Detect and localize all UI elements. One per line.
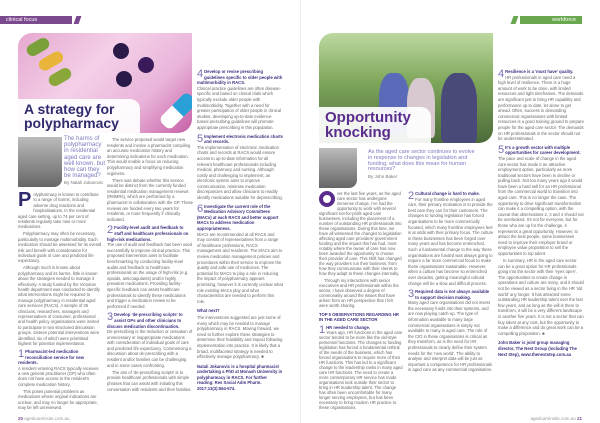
section-tab: clinical focus xyxy=(0,16,72,24)
article-title: Opportunity knocking xyxy=(325,109,411,141)
item-heading xyxy=(18,349,102,365)
item-number: 2 xyxy=(107,224,114,237)
paragraph: In summary, HR in the aged care sector can be a great option for HR professionals going into the sector with their 'eyes open'. The opportunities to create change in operations and culture are many, and it should not be viewed as a sector living in the HR 'old world' any longer. It has attracted some outstanding HR leadership talent over the last few years, and as long as the will is there to transform, it will be a very different landscape in another five years. It is not a sector that can buy talent at any cost, but the opportunity to make a difference and do great work can be a compelling proposition. ■ xyxy=(498,258,584,336)
paragraph: Many aged care organisations did not invest the necessary funds into their systems, and are now playing catch-up. The type of information available to many large commercial organisations is simply not available to many in aged care. The role of the CIO in these organisations is critical as they transform, as is the need for HR professionals to clearly define their system needs for the 'new world'. The ability to analyse and interpret data will be just as important a competence for HR professionals in aged care as any commercial organisation. xyxy=(408,300,493,373)
item-heading xyxy=(408,289,494,300)
item-heading xyxy=(197,204,283,232)
item-number: 2 xyxy=(408,190,415,202)
site-url[interactable]: agedcareinsite.com.au xyxy=(24,416,70,421)
paragraph: A resident entering RACS typically receives a new general practitioner (GP) who often does not have access to the resident's complete medication history. xyxy=(18,365,99,387)
standfirst xyxy=(368,150,478,180)
paragraph: For many frontline employees in aged care, their primary motivation is to provide the best care they can for their customers. The changes to funding legislation has forced organisations to be more commercially focused, which many frontline employees feel is at odds with their primary focus. The culture in these businesses has been forged over many years and has become entrenched. Such a fundamental change to the way these organisations are funded was always going to require a far more commercial focus to make these organisations sustainable. However, when a culture has become so entrenched over decades, getting meaningful cultural change will be a slow and difficult process. xyxy=(408,196,494,286)
paragraph: There was debate whether this service would be distinct from the currently funded residential medication management reviews (RMMRs), which are performed by a pharmacist in collaboration with the GP. These reviews are funded every two years for residents, or more frequently if clinically indicated. xyxy=(107,177,193,222)
paragraph: The pace and scale of change in the aged care sector has made it an attractive employment option, particularly as more traditional sectors have been in decline or pulling back. Not too many years ago it would have been a hard sell for an HR professional from the commercial world to transition into aged care. This is no longer the case. The opportunity to drive significant transformation can make it a compelling option, with the caveat that observations 2, 3 and 4 should not be overlooked. It's not for everyone, but for those who are up for the challenge, it represents a great opportunity. However, to attract the best people, some businesses need to improve their employer brand or employee value proposition to sell the opportunities to top talent. xyxy=(498,155,584,256)
byline: By Natali Jokanovic xyxy=(64,180,104,186)
item-heading xyxy=(197,134,283,145)
column-1 xyxy=(18,189,102,413)
item-number: 3 xyxy=(408,288,415,301)
right-page xyxy=(300,0,600,423)
capsule-shape xyxy=(158,91,192,131)
author-bio: Natali Jokanovic is a hospital pharmacist undertaking a PhD at Monash University in polypharmacy in RACS. For further reading: Res Social Adm Pharm. 2017;13(3):564-574. xyxy=(197,363,283,392)
paragraph: Years ago, HR functions in the aged care sector tended to be more like the old-style personnel functions. The changes to funding legislation has forced a fundamental rethink of the needs of the business, which has forced organisations to require more of their HR functions. This has led to a significant change to the leadership ranks in many aged care HR functions. The need to create a more contemporary HR service has made organisations look outside their sector to bring in HR leadership talent. The change has often been uncomfortable for many longer serving employees, but has been necessary to bring modern HR practice to these organisations. xyxy=(319,329,403,410)
person-shape xyxy=(441,73,477,143)
column-3 xyxy=(197,66,283,413)
column-2 xyxy=(107,137,193,413)
hero-image-people xyxy=(319,33,493,143)
drop-cap: P xyxy=(18,189,32,211)
item-number: 5 xyxy=(197,132,204,145)
paragraph: The use of audit and feedback has been used successfully to improve clinical practice. This proposed intervention aims to facilitate benchmarking by conducting facility-level audits and feedback to healthcare professionals on the usage of high-risk (e.g. opioids, anticoagulants) and/or highly prevalent medications. Providing facility-specific feedback can assist healthcare professionals to identify these medications and trigger a medication review to be performed if needed. xyxy=(107,242,192,309)
item-heading xyxy=(107,225,193,242)
item-heading-text: Cultural change is hard to make. xyxy=(415,191,480,196)
section-tab: workforce xyxy=(520,16,582,24)
item-heading-text: Resilience is a 'must have' quality. xyxy=(505,69,574,74)
item-heading-text: Pharmacist-led medication reconciliation service for new residents. xyxy=(18,349,85,366)
pill-shape xyxy=(116,71,132,87)
pill-shape xyxy=(113,43,129,59)
item-heading xyxy=(197,69,283,86)
paragraph: De-prescribing is the reduction or cessation of unnecessary or inappropriate medications with consideration of individual goals of care and predicted life expectancy. Commencing a discussion about de-prescribing with a resident and/or families can be challenging and in some cases confronting. xyxy=(107,329,193,368)
column-1 xyxy=(319,191,403,413)
site-url[interactable]: agedcareinsite.com.au xyxy=(530,416,576,421)
paragraph xyxy=(319,191,403,276)
hero-image-pills xyxy=(18,33,192,133)
paragraph: Clinical practice guidelines are often disease-specific and based on clinical trials which typically exclude older people with multimorbidity. Together with a need for greater participation of older people in clinical studies, developing up-to-date evidence-based prescribing guidelines will promote appropriate prescribing in this population. xyxy=(197,85,282,130)
title-box xyxy=(319,107,431,143)
item-heading-text: Develop 'de-prescribing scripts' to assist GPs and other clinicians to discuss medication discontinuation. xyxy=(107,312,183,329)
page-number: 20 xyxy=(18,416,24,421)
author-photo xyxy=(18,137,62,187)
standfirst-text: The harms of polypharmacy in residential aged care are well known, but how can they be managed? xyxy=(64,136,106,180)
paragraph: This poses potential problems as medications whose original indications are unclear, and may no longer be appropriate, may be left unreviewed. xyxy=(18,388,98,410)
item-heading-text: HR needed to change. xyxy=(326,324,371,330)
subheading: What next? xyxy=(197,308,220,314)
paragraph-text: ver the last five years, as the aged care sector has undergone immense change, I've had the opportunity to work with several significant not-for-profit aged care businesses, including the placement of a number of outstanding HR professionals into these organisations. During this time, we have all witnessed the changes to legislation affecting aged care providers' government funding and the impact this has had, most notably where the owner of care has now been awarded the opportunity to choose their provider of care. This shift has changed the way providers run their business, from how they communicate with their clients to how they adapt to these changes internally. xyxy=(319,191,402,276)
item-heading-text: It's a growth sector with multiple opportunities for career development. xyxy=(505,144,581,156)
paragraph xyxy=(18,189,102,230)
column-3 xyxy=(498,66,584,413)
item-heading xyxy=(498,68,584,80)
item-heading-text: Develop or revise prescribing guidelines specific to older people with multimorbidity in RACS. xyxy=(197,69,283,86)
page-number: 21 xyxy=(576,416,582,421)
paragraph: MACs are recommended at all RACS and may consist of representatives from a range of healthcare professions, RACS management and residents. The MACs aim to review medication management policies and procedures within their service to improve the quality and safe use of medicines. The potential for MACs to play a role in reducing the impact of polypharmacy appears promising, however it is currently unclear what role existing MACs play and what characteristics are needed to perform this role. xyxy=(197,231,283,304)
standfirst xyxy=(64,136,106,186)
pill-shape xyxy=(47,66,74,88)
item-number: 3 xyxy=(107,311,114,324)
item-number: 4 xyxy=(197,68,204,80)
paragraph: The service proposed would target new residents and involve a pharmacist compiling an accurate medication history and determining indications for each medication. This would enable a focus on reducing polypharmacy and simplifying medication regimens. xyxy=(107,137,191,176)
item-heading xyxy=(498,145,584,156)
title-box xyxy=(18,99,140,133)
subheading: TOP 5 OBSERVATIONS REGARDING HR IN THE AGED CARE SECTOR xyxy=(319,311,399,322)
item-heading-text: Investigate the current role of the Medication Advisory Committees (MACs) at each RACS and better support MACs to address medication appropriateness. xyxy=(197,203,279,232)
paragraph: The aim of 'de-prescribing scripts' is to provide healthcare professionals with simple phrases that can assist with initiating this conversation with residents and their families. xyxy=(107,369,192,392)
item-heading xyxy=(107,312,193,329)
item-heading-text: Facility-level audit and feedback to staff and healthcare professionals on high-risk medications. xyxy=(107,225,189,242)
paragraph: HR professionals in aged care need a high level of resilience. There is a huge amount of work to be done, with limited resources and tight timeframes. The demands are significant just to bring HR capability and performance up to date, let alone to get ahead. Often, success in demanding commercial organisations with limited resources is a good training ground to prepare people for the aged care sector. The demands on HR professionals in the sector should not be underestimated. xyxy=(498,74,584,142)
paragraph: Through my interactions with senior executives and HR professionals within the sector, I have observed a degree of commonality around the issues that have arisen from an HR perspective that I felt were worth sharing. xyxy=(319,277,399,308)
author-bio: John Baker is joint group managing director, The Next Group (including The Next Step), www.thenextstep.com.au xyxy=(498,340,577,357)
drop-cap xyxy=(319,191,335,207)
footer xyxy=(530,416,582,421)
column-2 xyxy=(408,191,494,413)
paragraph: Polypharmacy may often be necessary, particularly to manage multimorbidity. Each medication should be assessed for its overall risk and benefit with consideration for individual goals of care and predicted life expectancy. xyxy=(18,231,102,264)
paragraph: The implementation of electronic medication charts and records at RACS would ensure access to up-to-date information for all relevant healthcare professionals including medical, pharmacy and nursing. Although costly and challenging to implement, an electronic system aims to improve communication, minimise medication discrepancies and allow clinicians to readily identify medications suitable for deprescribing. xyxy=(197,144,283,201)
item-number: 4 xyxy=(498,68,505,80)
item-heading-text: Implement electronic medication charts and records. xyxy=(204,133,284,145)
footer xyxy=(18,416,70,421)
item-number: 1 xyxy=(18,348,25,361)
item-number: 6 xyxy=(197,202,204,215)
item-heading-text: Required data is not always available to support decision making. xyxy=(415,289,490,300)
standfirst-text: As the aged care sector continues to evolve in response to changes in legislation and funding, what does this mean for human resources? xyxy=(368,149,475,173)
author-photo xyxy=(319,148,357,188)
byline: By John Baker xyxy=(368,174,398,180)
item-number: 5 xyxy=(498,143,505,156)
paragraph: Although much is known about polypharmacy and its harms, little is known about the strategies needed to manage it effectively. A study funded by the Victorian health department was conducted to identify what interventions might be required to manage polypharmacy in residential aged care services (RACS). A sample of 35 clinicians, researchers, managers and representatives of consumer, professional and health policy organisations were invited to participate in two structured discussion groups. Sixteen potential interventions were identified, six of which were prioritised highest for potential implementation. xyxy=(18,265,100,346)
pill-shape xyxy=(138,57,154,73)
item-number: 1 xyxy=(319,323,326,336)
article-title: A strategy for polypharmacy xyxy=(24,101,119,131)
paragraph-text: olypharmacy is known to contribute to a range of harms, including adverse drug reactions and hospitalisations. In the residential aged care setting, up to 74 per cent of residents regularly take nine or more medications. xyxy=(18,192,99,230)
paragraph: The interventions suggested are just some of many which may be needed to manage polypharmacy in RACS. Moving forward, we need to further explore these strategies to determine their feasibility and impact following implementation into practice. It is likely that a broad, multifaceted strategy is needed to effectively manage polypharmacy. ■ xyxy=(197,314,283,360)
